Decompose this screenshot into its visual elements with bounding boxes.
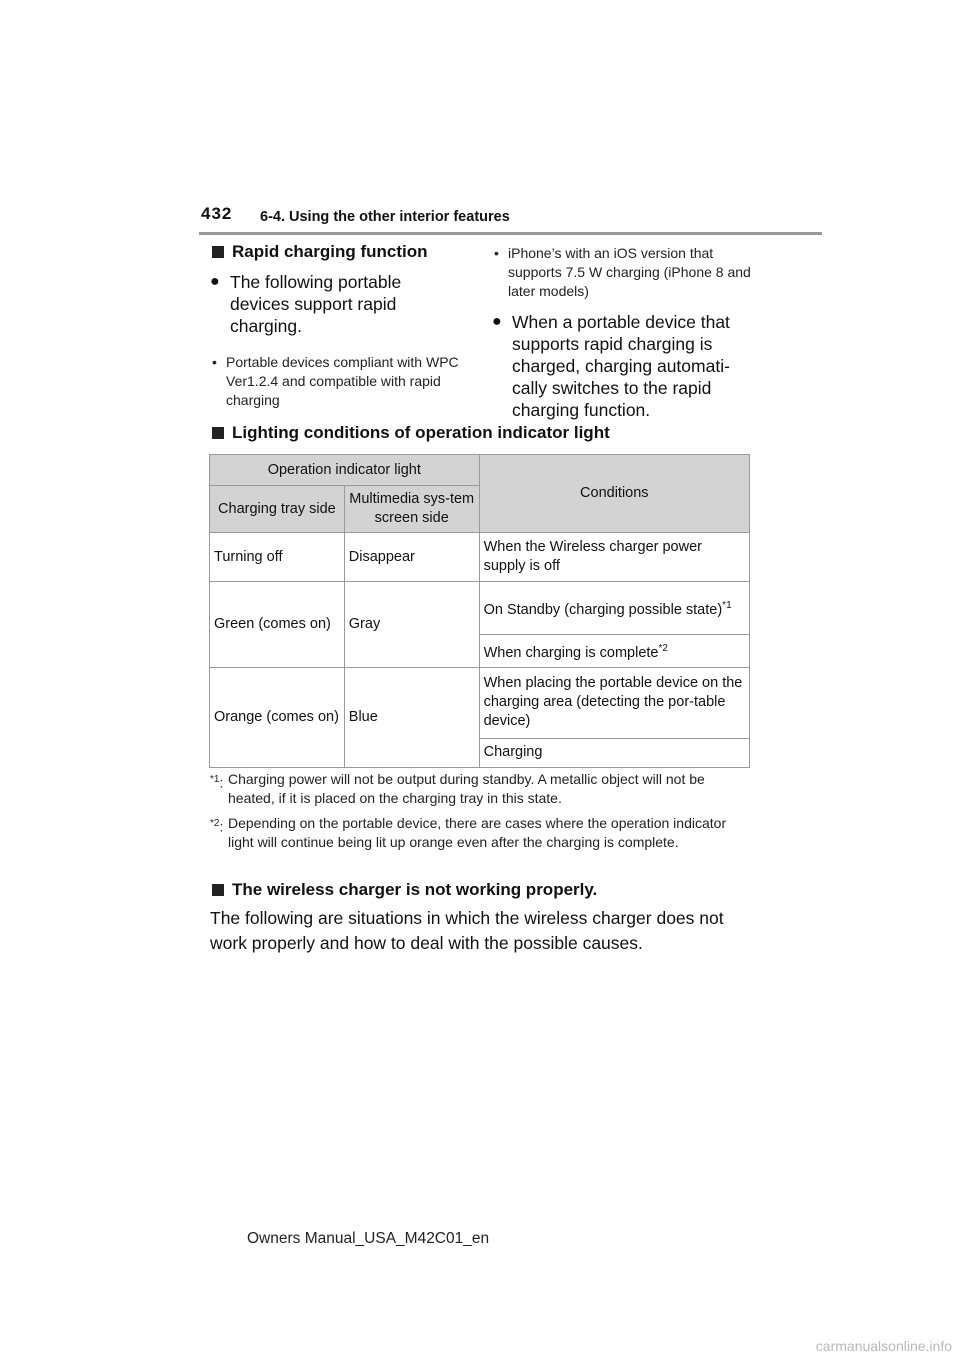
footnote: [210, 770, 755, 808]
trouble-heading-text: The wireless charger is not working properly.: [232, 880, 598, 899]
rapid-bullet-2: [492, 311, 752, 421]
header-charging-tray: Charging tray side: [210, 486, 345, 533]
header-conditions: Conditions: [479, 455, 749, 533]
cell-screen: Disappear: [344, 533, 479, 582]
page-number: 432: [201, 204, 233, 223]
cell-tray: Orange (comes on): [210, 667, 345, 767]
cell-condition: Charging: [479, 738, 749, 767]
list-item: [210, 353, 460, 410]
dot-bullet-icon: •: [212, 354, 217, 370]
cell-tray: Green (comes on): [210, 582, 345, 668]
header-rule: [199, 232, 822, 235]
circle-bullet-icon: ●: [210, 273, 220, 290]
footer-manual-id: Owners Manual_USA_M42C01_en: [247, 1230, 490, 1247]
footnote-text: Depending on the portable device, there are cases where the operation indicator light will continue being lit up orange even after the charging is complete.: [228, 815, 727, 850]
rapid-bullet: [210, 271, 460, 337]
rapid-bullet-text: The following portable devices support rapid charging.: [230, 272, 402, 336]
table-row: [210, 582, 750, 635]
lighting-heading: [210, 423, 610, 443]
footnote-ref: *1: [722, 600, 732, 612]
rapid-item-text: iPhone’s with an iOS version that supports 7.5 W charging (iPhone 8 and later models): [508, 245, 751, 299]
rapid-item-text: Portable devices compliant with WPC Ver1.2.4 and compatible with rapid charging: [226, 354, 459, 408]
cell-condition: [479, 635, 749, 668]
circle-bullet-icon: ●: [492, 313, 502, 330]
square-bullet-icon: [212, 884, 224, 896]
rapid-heading-text: Rapid charging function: [232, 242, 428, 261]
table-row: [210, 533, 750, 582]
cell-condition: When placing the portable device on the charging area (detecting the por-table device): [479, 667, 749, 738]
footnote-label: $^{*2}$:: [210, 818, 224, 835]
footnote: [210, 814, 755, 852]
cell-screen: Gray: [344, 582, 479, 668]
cell-condition: [479, 582, 749, 635]
rapid-charging-section: [210, 242, 460, 410]
footnote-ref: *1: [210, 774, 220, 785]
footnotes: [210, 770, 755, 858]
cell-tray: Turning off: [210, 533, 345, 582]
footnote-ref: *2: [210, 818, 220, 829]
rapid-charging-continued: [492, 244, 752, 421]
cell-screen: Blue: [344, 667, 479, 767]
dot-bullet-icon: •: [494, 245, 499, 261]
square-bullet-icon: [212, 427, 224, 439]
footnote-text: Charging power will not be output during standby. A metallic object will not be heated, if it is placed on the charging tray in this state.: [228, 771, 705, 806]
condition-text: On Standby (charging possible state): [483, 601, 723, 618]
list-item: [492, 244, 752, 301]
rapid-charging-heading: [210, 242, 460, 262]
trouble-heading: [210, 880, 597, 900]
header-multimedia-screen: Multimedia sys-tem screen side: [344, 486, 479, 533]
square-bullet-icon: [212, 246, 224, 258]
header-operation-indicator: Operation indicator light: [210, 455, 480, 486]
rapid-bullet2-text: When a portable device that supports rapid charging is charged, charging automati-cally switches to the rapid charging function.: [512, 312, 730, 420]
watermark: carmanualsonline.info: [815, 1338, 952, 1354]
footnote-label: $^{*1}$:: [210, 774, 224, 791]
trouble-paragraph: The following are situations in which the wireless charger does not work properly and how to deal with the possible causes.: [210, 908, 724, 953]
section-title: 6-4. Using the other interior features: [260, 209, 510, 225]
footnote-ref: *2: [658, 643, 668, 654]
table-row: [210, 667, 750, 738]
cell-condition: When the Wireless charger power supply is off: [479, 533, 749, 582]
indicator-table: [209, 454, 750, 768]
condition-text: When charging is complete: [483, 644, 659, 661]
lighting-heading-text: Lighting conditions of operation indicator light: [232, 423, 610, 442]
